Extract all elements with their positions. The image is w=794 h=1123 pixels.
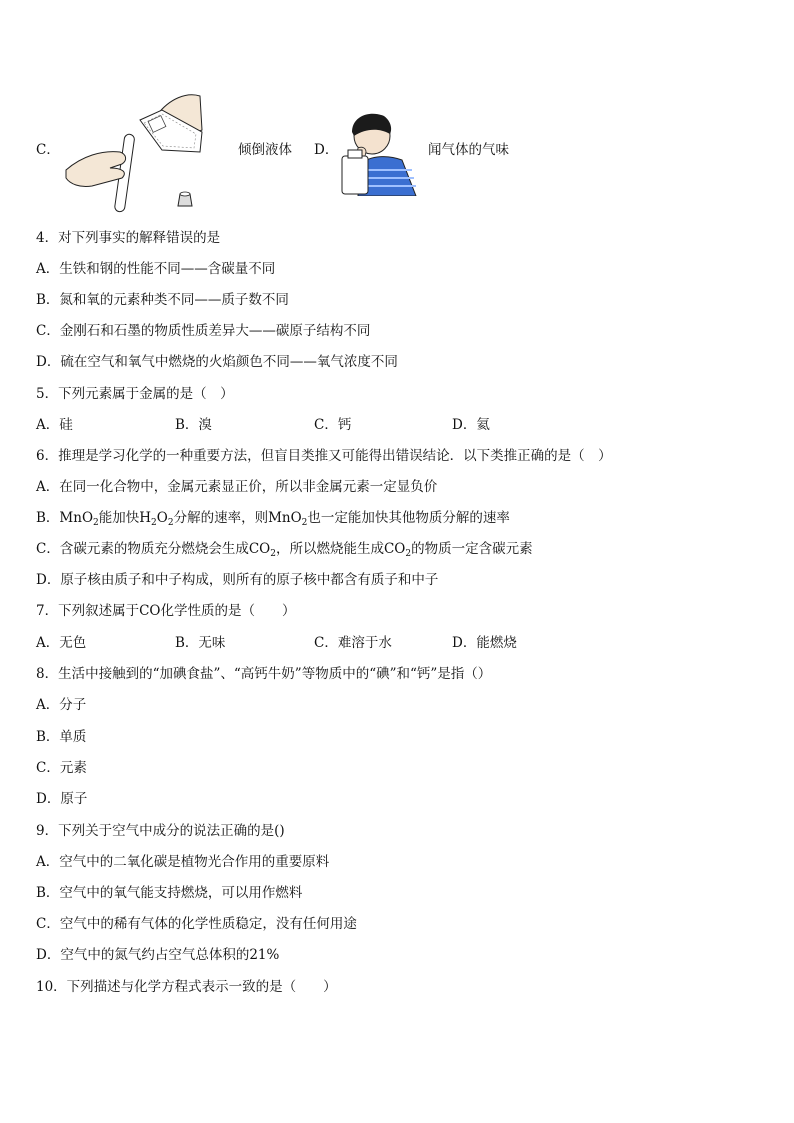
q4-option-c: C．金刚石和石墨的物质性质差异大——碳原子结构不同: [36, 323, 371, 339]
q6-option-c-part: ，所以燃烧能生成CO: [275, 541, 406, 557]
q9-option-b: B．空气中的氧气能支持燃烧，可以用作燃料: [36, 885, 303, 901]
q4-option-a: A．生铁和钢的性能不同——含碳量不同: [36, 261, 276, 277]
q9-option-a: A．空气中的二氧化碳是植物光合作用的重要原料: [36, 854, 330, 870]
q6-option-c: [36, 540, 533, 563]
q9-stem: 9．下列关于空气中成分的说法正确的是(): [36, 823, 285, 839]
subscript: 2: [93, 518, 99, 528]
q9-option-d: D．空气中的氮气约占空气总体积的21%: [36, 947, 280, 963]
subscript: 2: [270, 549, 276, 559]
q6-option-c-part: 的物质一定含碳元素: [411, 541, 533, 557]
q6-option-b: [36, 509, 510, 532]
q4-option-b: B．氮和氧的元素种类不同——质子数不同: [36, 292, 289, 308]
subscript: 2: [405, 549, 412, 559]
q3-option-d-caption: 闻气体的气味: [428, 142, 509, 158]
q5-option-a: A．硅: [36, 417, 73, 433]
q6-option-b-part: O: [156, 510, 168, 526]
q8-option-d: D．原子: [36, 791, 88, 807]
q3-option-c-caption: 倾倒液体: [238, 142, 292, 158]
q7-option-c: C．难溶于水: [314, 635, 392, 651]
q7-option-a: A．无色: [36, 635, 87, 651]
q4-stem: 4．对下列事实的解释错误的是: [36, 230, 221, 246]
q9-option-c: C．空气中的稀有气体的化学性质稳定，没有任何用途: [36, 916, 357, 932]
q8-option-c: C．元素: [36, 760, 87, 776]
q6-stem: 6．推理是学习化学的一种重要方法，但盲目类推又可能得出错误结论．以下类推正确的是（ ）: [36, 448, 612, 464]
q5-option-b: B．溴: [175, 417, 212, 433]
q10-stem: 10．下列描述与化学方程式表示一致的是（ ）: [36, 979, 337, 995]
q8-option-b: B．单质: [36, 729, 87, 745]
q7-option-b: B．无味: [175, 635, 226, 651]
q6-option-b-part: B．MnO: [36, 510, 94, 526]
q5-option-c: C．钙: [314, 417, 352, 433]
q4-option-d: D．硫在空气和氧气中燃烧的火焰颜色不同——氧气浓度不同: [36, 354, 398, 370]
q6-option-b-part: 分解的速率，则MnO: [173, 510, 302, 526]
q3-option-d-label: D．: [314, 142, 339, 158]
subscript: 2: [151, 518, 157, 528]
q3-option-c-label: C．: [36, 142, 60, 158]
q6-option-c-part: C．含碳元素的物质充分燃烧会生成CO: [36, 541, 271, 557]
pouring-liquid-illustration: [62, 90, 222, 216]
q7-option-d: D．能燃烧: [452, 635, 517, 651]
q7-stem: 7．下列叙述属于CO化学性质的是（ ）: [36, 603, 296, 619]
q6-option-d: D．原子核由质子和中子构成，则所有的原子核中都含有质子和中子: [36, 572, 439, 588]
q8-option-a: A．分子: [36, 697, 87, 713]
subscript: 2: [301, 518, 308, 528]
q6-option-a: A．在同一化合物中，金属元素显正价，所以非金属元素一定显负价: [36, 479, 438, 495]
q6-option-b-part: 能加快H: [98, 510, 152, 526]
smelling-gas-illustration: [336, 106, 418, 196]
q5-stem: 5．下列元素属于金属的是（ ）: [36, 386, 234, 402]
q8-stem: 8．生活中接触到的“加碘食盐”、“高钙牛奶”等物质中的“碘”和“钙”是指（）: [36, 666, 492, 682]
q6-option-b-part: 也一定能加快其他物质分解的速率: [307, 510, 510, 526]
subscript: 2: [167, 518, 174, 528]
q5-option-d: D．氦: [452, 417, 490, 433]
